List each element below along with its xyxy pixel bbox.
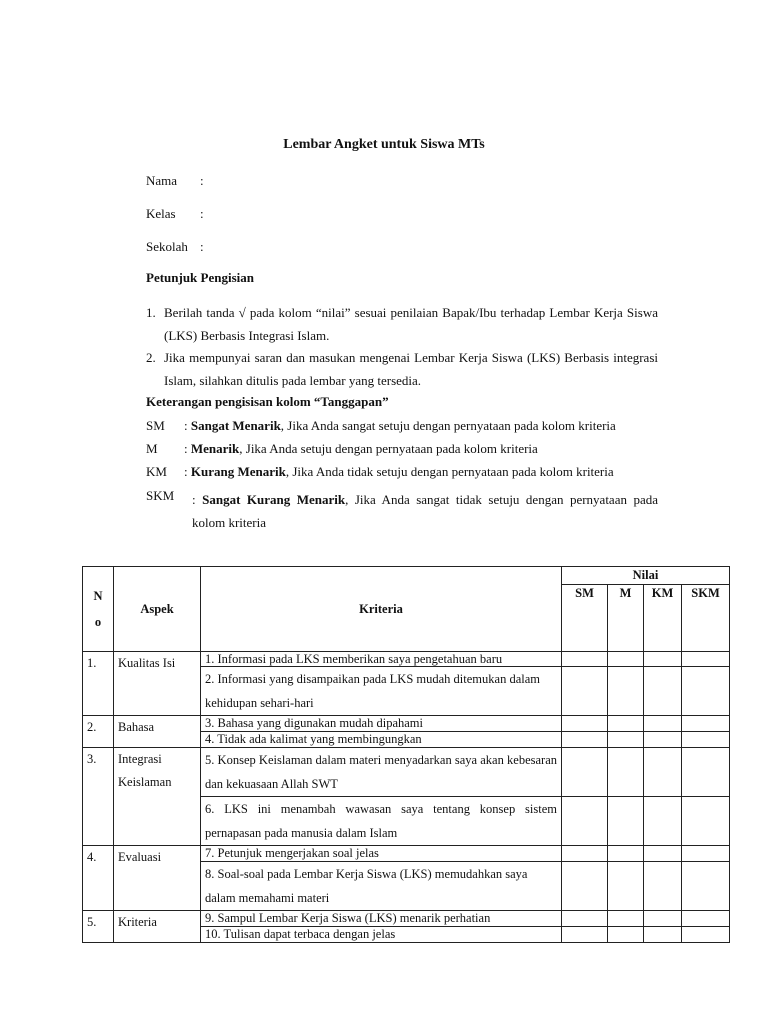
cell-skm[interactable] (682, 748, 730, 797)
cell-km[interactable] (644, 716, 682, 732)
cell-sm[interactable] (562, 667, 608, 716)
row-number: 2. (83, 716, 114, 748)
keterangan-heading: Keterangan pengisisan kolom “Tanggapan” (146, 394, 389, 409)
row-kriteria: 8. Soal-soal pada Lembar Kerja Siswa (LKS) memudahkan saya dalam memahami materi (201, 862, 562, 911)
header-sm: SM (562, 585, 608, 652)
table-row (83, 748, 730, 797)
cell-skm[interactable] (682, 716, 730, 732)
cell-sm[interactable] (562, 911, 608, 927)
cell-km[interactable] (644, 911, 682, 927)
instruction-number: 2. (146, 350, 156, 365)
header-no (83, 567, 114, 652)
cell-m[interactable] (608, 862, 644, 911)
cell-sm[interactable] (562, 748, 608, 797)
cell-sm[interactable] (562, 732, 608, 748)
cell-m[interactable] (608, 797, 644, 846)
cell-m[interactable] (608, 911, 644, 927)
cell-km[interactable] (644, 748, 682, 797)
header-no-line2: o (94, 615, 102, 629)
row-kriteria: 6. LKS ini menambah wawasan saya tentang konsep sistem pernapasan pada manusia dalam Islam (201, 797, 562, 846)
row-aspek: Kualitas Isi (114, 652, 201, 716)
row-kriteria: 2. Informasi yang disampaikan pada LKS mudah ditemukan dalam kehidupan sehari-hari (201, 667, 562, 716)
header-km: KM (644, 585, 682, 652)
cell-km[interactable] (644, 846, 682, 862)
legend-term: Kurang Menarik (190, 464, 286, 479)
row-kriteria: 5. Konsep Keislaman dalam materi menyadarkan saya akan kebesaran dan kekuasaan Allah SWT (201, 748, 562, 797)
header-skm: SKM (682, 585, 730, 652)
cell-skm[interactable] (682, 652, 730, 667)
row-kriteria: 7. Petunjuk mengerjakan soal jelas (201, 846, 562, 862)
page-title: Lembar Angket untuk Siswa MTs (283, 137, 485, 152)
instruction-item (146, 301, 658, 347)
row-kriteria: 3. Bahasa yang digunakan mudah dipahami (201, 716, 562, 732)
row-number: 5. (83, 911, 114, 943)
row-number: 4. (83, 846, 114, 911)
cell-skm[interactable] (682, 862, 730, 911)
header-aspek: Aspek (114, 567, 201, 652)
petunjuk-heading: Petunjuk Pengisian (146, 270, 254, 285)
cell-skm[interactable] (682, 911, 730, 927)
field-colon-kelas: : (200, 206, 204, 221)
cell-skm[interactable] (682, 927, 730, 943)
header-kriteria: Kriteria (201, 567, 562, 652)
field-colon-sekolah: : (200, 239, 204, 254)
cell-skm[interactable] (682, 667, 730, 716)
cell-km[interactable] (644, 667, 682, 716)
cell-skm[interactable] (682, 846, 730, 862)
row-number: 1. (83, 652, 114, 716)
table-row (83, 911, 730, 927)
cell-sm[interactable] (562, 652, 608, 667)
cell-sm[interactable] (562, 927, 608, 943)
cell-m[interactable] (608, 652, 644, 667)
instruction-text: Jika mempunyai saran dan masukan mengenai Lembar Kerja Siswa (LKS) Berbasis integrasi Islam, silahkan ditulis pada lembar yang tersedia. (164, 350, 658, 388)
row-number: 3. (83, 748, 114, 846)
legend-text: , Jika Anda sangat setuju dengan pernyataan pada kolom kriteria (280, 418, 616, 433)
legend-term: Sangat Kurang Menarik (202, 492, 346, 507)
cell-sm[interactable] (562, 846, 608, 862)
cell-m[interactable] (608, 846, 644, 862)
header-nilai: Nilai (562, 567, 730, 585)
cell-skm[interactable] (682, 732, 730, 748)
row-kriteria: 10. Tulisan dapat terbaca dengan jelas (201, 927, 562, 943)
legend-desc: : Menarik, Jika Anda setuju dengan pernyataan pada kolom kriteria (184, 441, 538, 456)
legend-desc: : Sangat Menarik, Jika Anda sangat setuju dengan pernyataan pada kolom kriteria (184, 418, 616, 433)
legend-text: , Jika Anda sangat tidak setuju dengan pernyataan pada kolom kriteria (192, 492, 658, 530)
legend-desc: : Kurang Menarik, Jika Anda tidak setuju dengan pernyataan pada kolom kriteria (184, 464, 614, 479)
legend-desc: : Sangat Kurang Menarik, Jika Anda sangat tidak setuju dengan pernyataan pada kolom kriteria (192, 492, 658, 530)
instruction-item (146, 346, 658, 392)
instruction-number: 1. (146, 305, 156, 320)
row-aspek: Integrasi Keislaman (114, 748, 201, 846)
row-kriteria: 9. Sampul Lembar Kerja Siswa (LKS) menarik perhatian (201, 911, 562, 927)
cell-m[interactable] (608, 927, 644, 943)
header-no-line1: N (93, 589, 103, 603)
legend-text: , Jika Anda setuju dengan pernyataan pada kolom kriteria (239, 441, 538, 456)
cell-m[interactable] (608, 732, 644, 748)
field-label-nama: Nama (146, 173, 178, 188)
table-row (83, 846, 730, 862)
legend-term: Sangat Menarik (190, 418, 281, 433)
cell-sm[interactable] (562, 797, 608, 846)
field-colon-nama: : (200, 173, 204, 188)
legend-abbr: KM (146, 464, 167, 479)
legend-abbr: M (146, 441, 158, 456)
legend-abbr: SM (146, 418, 165, 433)
cell-km[interactable] (644, 652, 682, 667)
row-aspek: Bahasa (114, 716, 201, 748)
row-kriteria: 1. Informasi pada LKS memberikan saya pengetahuan baru (201, 652, 562, 667)
field-label-sekolah: Sekolah (146, 239, 188, 254)
cell-skm[interactable] (682, 797, 730, 846)
cell-m[interactable] (608, 667, 644, 716)
cell-sm[interactable] (562, 862, 608, 911)
cell-m[interactable] (608, 748, 644, 797)
cell-km[interactable] (644, 732, 682, 748)
row-kriteria: 4. Tidak ada kalimat yang membingungkan (201, 732, 562, 748)
row-aspek: Evaluasi (114, 846, 201, 911)
table-row (83, 652, 730, 667)
cell-km[interactable] (644, 797, 682, 846)
instruction-text: Berilah tanda √ pada kolom “nilai” sesuai penilaian Bapak/Ibu terhadap Lembar Kerja Siswa (LKS) Berbasis Integrasi Islam. (164, 305, 658, 343)
cell-km[interactable] (644, 862, 682, 911)
cell-km[interactable] (644, 927, 682, 943)
legend-abbr: SKM (146, 488, 175, 503)
field-label-kelas: Kelas (146, 206, 176, 221)
cell-m[interactable] (608, 716, 644, 732)
table-row (83, 716, 730, 732)
evaluation-table (82, 566, 730, 943)
row-aspek: Kriteria (114, 911, 201, 943)
header-m: M (608, 585, 644, 652)
cell-sm[interactable] (562, 716, 608, 732)
legend-term: Menarik (190, 441, 240, 456)
legend-text: , Jika Anda tidak setuju dengan pernyataan pada kolom kriteria (285, 464, 614, 479)
